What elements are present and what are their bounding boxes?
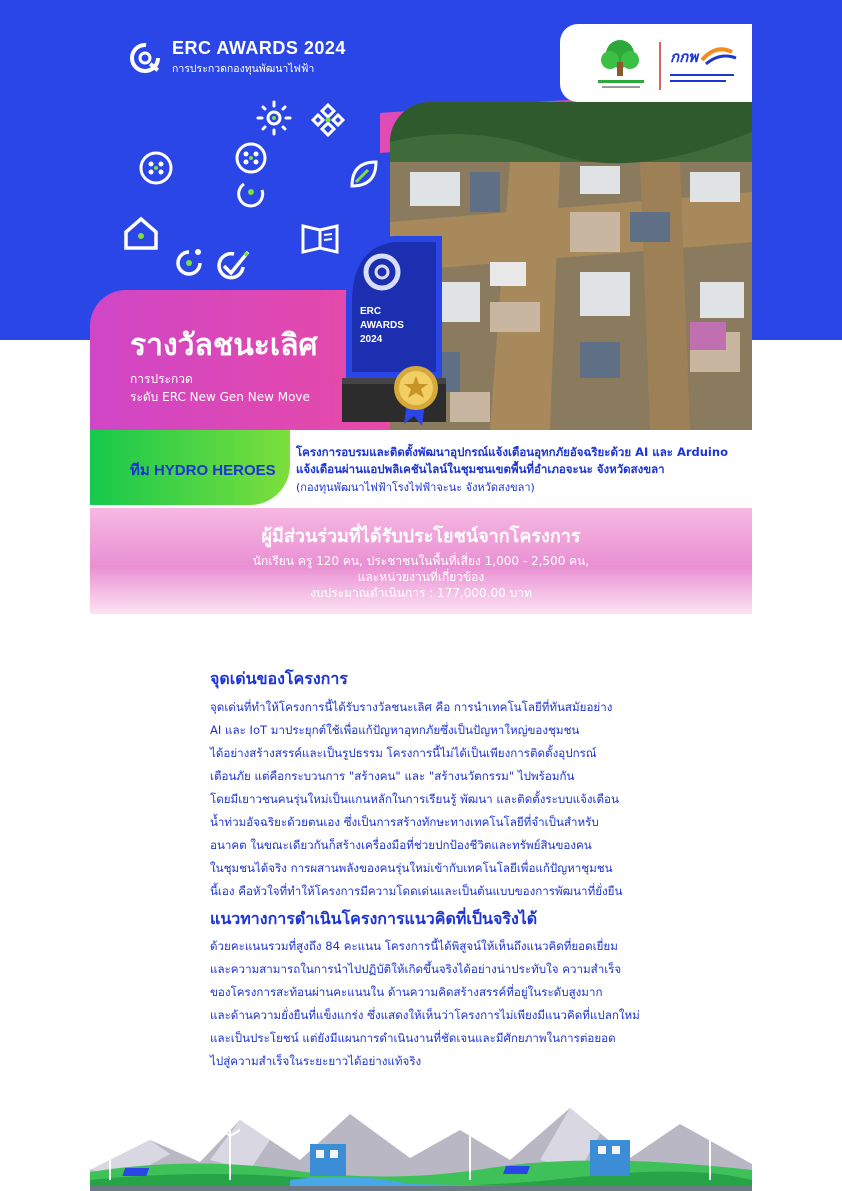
trophy-line3: 2024	[360, 334, 383, 345]
highlights-line: น้ำท่วมอัจฉริยะด้วยตนเอง ซึ่งเป็นการสร้างทักษะทางเทคโนโลยีที่จำเป็นสำหรับ	[210, 815, 599, 829]
award-contest: การประกวด	[130, 372, 193, 386]
highlights-line: เตือนภัย แต่คือกระบวนการ "สร้างคน" และ "สร้างนวัตกรรม" ไปพร้อมกัน	[210, 769, 575, 783]
refresh-icon	[170, 244, 208, 282]
svg-text:กกพ: กกพ	[670, 49, 699, 66]
partner-logo-panel	[560, 24, 752, 102]
erc-logo-icon	[128, 41, 162, 75]
network-icon	[310, 102, 346, 138]
trophy-line1: ERC	[360, 306, 382, 317]
project-line-2: แจ้งเตือนผ่านแอปพลิเคชันไลน์ในชุมชนเขตพื้นที่อำเภอจะนะ จังหวัดสงขลา	[296, 462, 665, 476]
erc-agency-logo-icon	[670, 49, 736, 82]
approach-line: ของโครงการสะท้อนผ่านคะแนนใน ด้านความคิดสร้างสรรค์ที่อยู่ในระดับสูงมาก	[210, 985, 603, 999]
leaf-icon	[346, 156, 382, 192]
beneficiaries-line-2: และหน่วยงานที่เกี่ยวข้อง	[357, 570, 485, 584]
project-line-1: โครงการอบรมและติดตั้งพัฒนาอุปกรณ์แจ้งเตือนอุทกภัยอัจฉริยะด้วย AI และ Arduino	[296, 445, 728, 459]
tree-logo-icon	[598, 40, 644, 88]
beneficiaries-line-1: นักเรียน ครู 120 คน, ประชาชนในพื้นที่เสี่ยง 1,000 - 2,500 คน,	[252, 554, 590, 568]
approach-title: แนวทางการดำเนินโครงการแนวคิดที่เป็นจริงได้	[210, 909, 538, 928]
brand-title: ERC AWARDS 2024	[172, 38, 346, 58]
approach-line: ไปสู่ความสำเร็จในระยะยาวได้อย่างแท้จริง	[210, 1054, 422, 1068]
trophy-line2: AWARDS	[360, 320, 404, 331]
book-icon	[300, 222, 340, 256]
award-title: รางวัลชนะเลิศ	[130, 328, 318, 363]
hero-right-band	[752, 0, 842, 340]
approach-line: ด้วยคะแนนรวมที่สูงถึง 84 คะแนน โครงการนี้ได้พิสูจน์ให้เห็นถึงแนวคิดที่ยอดเยี่ยม	[210, 939, 618, 953]
approach-line: และความสามารถในการนำไปปฏิบัติให้เกิดขึ้นจริงได้อย่างน่าประทับใจ ความสำเร็จ	[210, 962, 622, 976]
connection-icon	[232, 140, 270, 214]
home-icon	[122, 214, 160, 252]
dots-circle-icon	[138, 150, 174, 186]
check-circle-icon	[212, 246, 252, 284]
beneficiaries-panel	[90, 508, 752, 614]
project-organization: (กองทุนพัฒนาไฟฟ้าโรงไฟฟ้าจะนะ จังหวัดสงขลา)	[296, 481, 535, 494]
budget-line: งบประมาณดำเนินการ : 177,000.00 บาท	[310, 586, 532, 600]
highlights-line: ได้อย่างสร้างสรรค์และเป็นรูปธรรม โครงการนี้ไม่ได้เป็นเพียงการติดตั้งอุปกรณ์	[210, 746, 597, 760]
highlights-title: จุดเด่นของโครงการ	[210, 669, 348, 688]
beneficiaries-title: ผู้มีส่วนร่วมที่ได้รับประโยชน์จากโครงการ	[261, 526, 581, 547]
award-level: ระดับ ERC New Gen New Move	[130, 390, 310, 404]
team-name: ทีม HYDRO HEROES	[130, 462, 276, 479]
highlights-line: ในชุมชนได้จริง การผสานพลังของคนรุ่นใหม่เข้ากับเทคโนโลยีเพื่อแก้ปัญหาชุมชน	[210, 861, 613, 875]
highlights-line: จุดเด่นที่ทำให้โครงการนี้ได้รับรางวัลชนะเลิศ คือ การนำเทคโนโลยีที่ทันสมัยอย่าง	[210, 700, 613, 714]
brand-subtitle: การประกวดกองทุนพัฒนาไฟฟ้า	[172, 63, 315, 75]
highlights-line: อนาคต ในขณะเดียวกันก็สร้างเครื่องมือที่ช่วยปกป้องชีวิตและทรัพย์สินของคน	[210, 838, 592, 852]
highlights-line: นี้เอง คือหัวใจที่ทำให้โครงการมีความโดดเด่นและเป็นต้นแบบของการพัฒนาที่ยั่งยืน	[210, 884, 623, 898]
landscape-illustration	[90, 1100, 752, 1191]
approach-line: และด้านความยั่งยืนที่แข็งแกร่ง ซึ่งแสดงให้เห็นว่าโครงการไม่เพียงมีแนวคิดที่แปลกใหม่	[210, 1008, 640, 1022]
brand	[128, 38, 346, 77]
partner-logos	[560, 24, 752, 102]
trophy-icon	[338, 228, 450, 426]
sun-icon	[256, 100, 292, 136]
highlights-line: AI และ IoT มาประยุกต์ใช้เพื่อแก้ปัญหาอุทกภัยซึ่งเป็นปัญหาใหญ่ของชุมชน	[210, 723, 580, 737]
highlights-line: โดยมีเยาวชนคนรุ่นใหม่เป็นแกนหลักในการเรียนรู้ พัฒนา และติดตั้งระบบแจ้งเตือน	[210, 792, 619, 806]
approach-line: และเป็นประโยชน์ แต่ยังมีแผนการดำเนินงานที่ชัดเจนและมีศักยภาพในการต่อยอด	[210, 1031, 616, 1045]
